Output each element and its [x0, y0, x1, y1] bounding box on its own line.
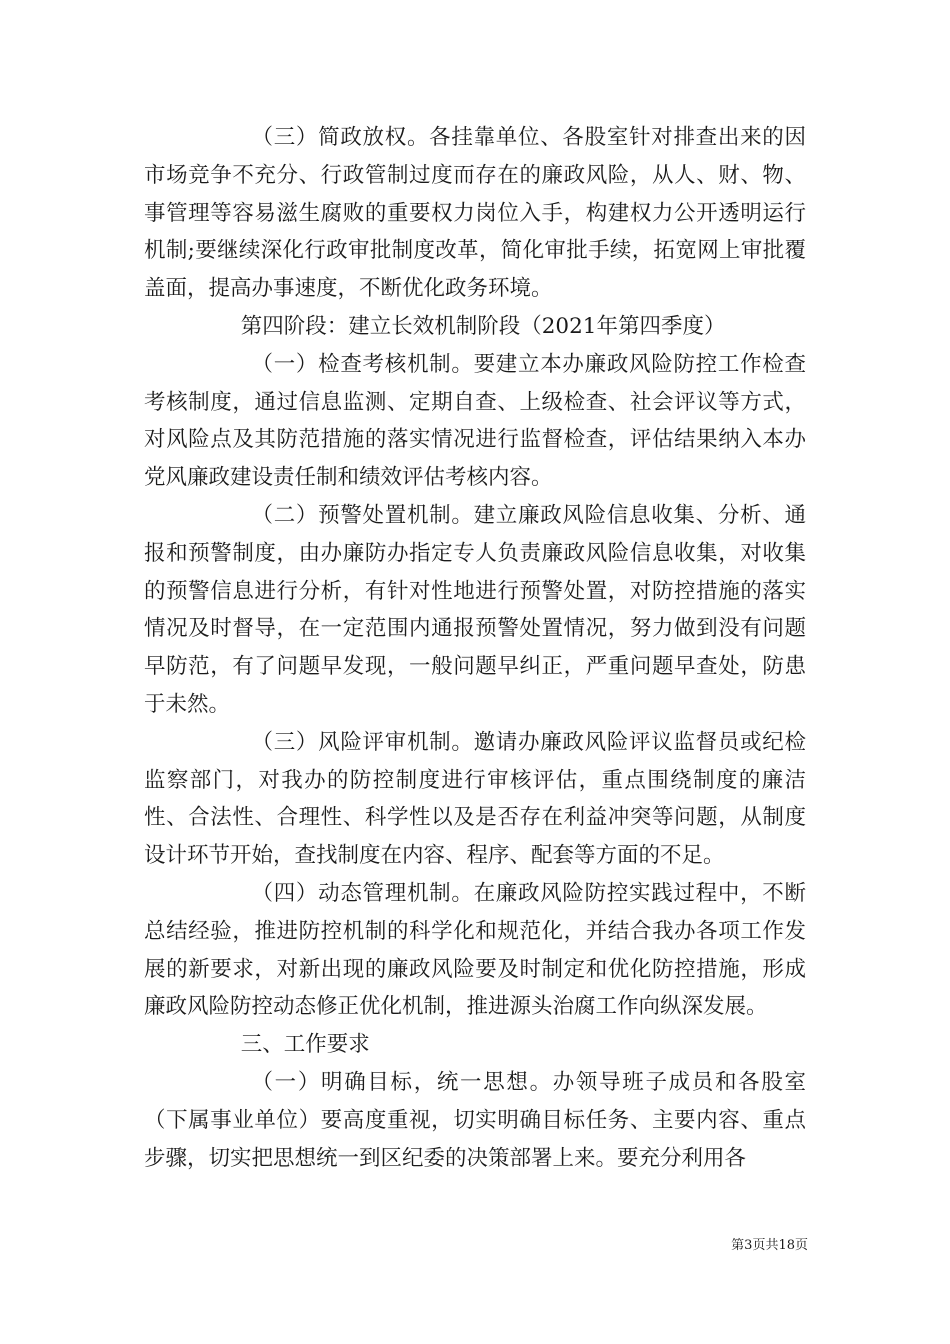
paragraph-clear-goals: （一）明确目标，统一思想。办领导班子成员和各股室（下属事业单位）要高度重视，切实明确目标任务、主要内容、重点步骤，切实把思想统一到区纪委的决策部署上来。要充分利用各 [144, 1069, 806, 1171]
heading-stage-four: 第四阶段：建立长效机制阶段（2021年第四季度） [240, 313, 726, 339]
heading-work-requirements: 三、工作要求 [240, 1032, 370, 1058]
page-number: 第3页共18页 [731, 1238, 808, 1253]
paragraph-simplify-administration: （三）简政放权。各挂靠单位、各股室针对排查出来的因市场竞争不充分、行政管制过度而存在的廉政风险，从人、财、物、事管理等容易滋生腐败的重要权力岗位入手，构建权力公开透明运行机制;要继续深化行政审批制度改革，简化审批手续，拓宽网上审批覆盖面，提高办事速度，不断优化政务环境。 [144, 125, 806, 302]
paragraph-inspection-mechanism: （一）检查考核机制。要建立本办廉政风险防控工作检查考核制度，通过信息监测、定期自查、上级检查、社会评议等方式，对风险点及其防范措施的落实情况进行监督检查，评估结果纳入本办党风廉政建设责任制和绩效评估考核内容。 [144, 351, 806, 491]
paragraph-dynamic-management-mechanism: （四）动态管理机制。在廉政风险防控实践过程中，不断总结经验，推进防控机制的科学化和规范化，并结合我办各项工作发展的新要求，对新出现的廉政风险要及时制定和优化防控措施，形成廉政风险防控动态修正优化机制，推进源头治腐工作向纵深发展。 [144, 880, 806, 1020]
document-body [144, 119, 806, 1177]
paragraph-warning-mechanism: （二）预警处置机制。建立廉政风险信息收集、分析、通报和预警制度，由办廉防办指定专人负责廉政风险信息收集，对收集的预警信息进行分析，有针对性地进行预警处置，对防控措施的落实情况及时督导，在一定范围内通报预警处置情况，努力做到没有问题早防范，有了问题早发现，一般问题早纠正，严重问题早查处，防患于未然。 [144, 502, 806, 717]
paragraph-risk-review-mechanism: （三）风险评审机制。邀请办廉政风险评议监督员或纪检监察部门，对我办的防控制度进行审核评估，重点围绕制度的廉洁性、合法性、合理性、科学性以及是否存在利益冲突等问题，从制度设计环节开始，查找制度在内容、程序、配套等方面的不足。 [144, 729, 806, 869]
